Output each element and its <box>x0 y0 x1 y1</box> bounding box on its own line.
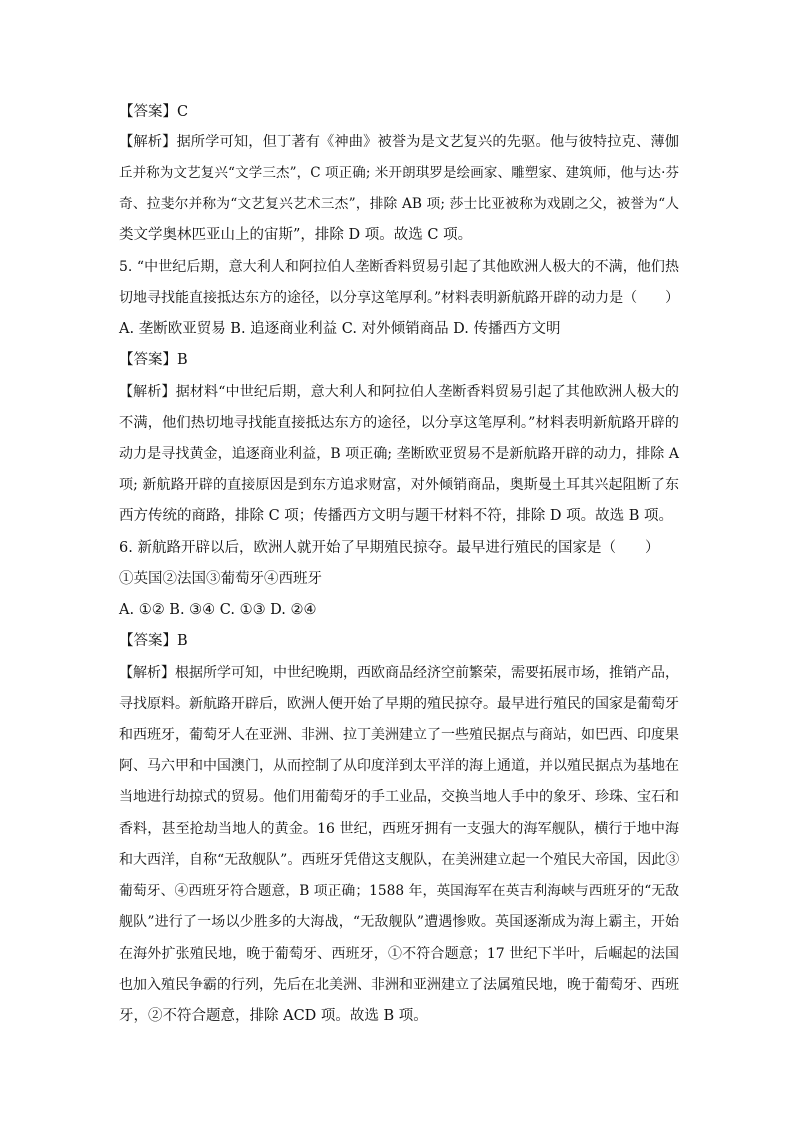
analysis-line: 项; 新航路开辟的直接原因是到东方追求财富，对外倾销商品，奥斯曼土耳其兴起阻断了东 <box>119 477 679 493</box>
analysis-line: 寻找原料。新航路开辟后，欧洲人便开始了早期的殖民掠夺。最早进行殖民的国家是葡萄牙 <box>119 696 679 712</box>
analysis-line: 阿、马六甲和中国澳门，从而控制了从印度洋到太平洋的海上通道，并以殖民据点为基地在 <box>119 758 679 774</box>
analysis-line: 和西班牙，葡萄牙人在亚洲、非洲、拉丁美洲建立了一些殖民据点与商站，如巴西、印度果 <box>119 727 679 743</box>
analysis-line: 不满，他们热切地寻找能直接抵达东方的途径，以分享这笔厚利。”材料表明新航路开辟的 <box>119 415 679 431</box>
question-options: A. ①② B. ③④ C. ①③ D. ②④ <box>119 602 317 618</box>
answer-label: 【答案】B <box>119 633 188 649</box>
analysis-line: 当地进行劫掠式的贸易。他们用葡萄牙的手工业品，交换当地人手中的象牙、珍珠、宝石和 <box>119 789 679 805</box>
analysis-line: 【解析】据材料“中世纪后期，意大利人和阿拉伯人垄断香料贸易引起了其他欧洲人极大的 <box>119 384 679 400</box>
analysis-line: 香料，甚至抢劫当地人的黄金。16 世纪，西班牙拥有一支强大的海军舰队，横行于地中海 <box>119 821 679 837</box>
answer-label: 【答案】B <box>119 352 188 368</box>
question-options: A. 垄断欧亚贸易 B. 追逐商业利益 C. 对外倾销商品 D. 传播西方文明 <box>119 321 561 337</box>
answer-label: 【答案】C <box>119 104 189 120</box>
analysis-line: 动力是寻找黄金，追逐商业利益，B 项正确; 垄断欧亚贸易不是新航路开辟的动力，排除 A <box>119 446 679 462</box>
question-line: ①英国②法国③葡萄牙④西班牙 <box>119 571 322 587</box>
analysis-line: 也加入殖民争霸的行列，先后在北美洲、非洲和亚洲建立了法属殖民地，晚于葡萄牙、西班 <box>119 977 679 993</box>
question-line: 6. 新航路开辟以后，欧洲人就开始了早期殖民掠夺。最早进行殖民的国家是（ ） <box>119 540 660 556</box>
question-line: 切地寻找能直接抵达东方的途径，以分享这笔厚利。”材料表明新航路开辟的动力是（ ） <box>119 290 680 306</box>
analysis-line: 和大西洋，自称“无敌舰队”。西班牙凭借这支舰队，在美洲建立起一个殖民大帝国，因此③ <box>119 852 680 868</box>
analysis-line: 【解析】据所学可知，但丁著有《神曲》被誉为是文艺复兴的先驱。他与彼特拉克、薄伽 <box>119 134 679 150</box>
analysis-line: 在海外扩张殖民地，晚于葡萄牙、西班牙，①不符合题意；17 世纪下半叶，后崛起的法国 <box>119 946 679 962</box>
analysis-line: 【解析】根据所学可知，中世纪晚期，西欧商品经济空前繁荣，需要拓展市场，推销产品， <box>119 665 679 681</box>
analysis-line: 舰队”进行了一场以少胜多的大海战，“无敌舰队”遭遇惨败。英国逐渐成为海上霸主，开始 <box>119 914 679 930</box>
analysis-line: 丘并称为文艺复兴“文学三杰”，C 项正确; 米开朗琪罗是绘画家、雕塑家、建筑师，他与达·芬 <box>119 165 679 181</box>
question-line: 5. “中世纪后期，意大利人和阿拉伯人垄断香料贸易引起了其他欧洲人极大的不满，他们热 <box>119 259 679 275</box>
analysis-line: 牙，②不符合题意，排除 ACD 项。故选 B 项。 <box>119 1008 428 1024</box>
analysis-line: 葡萄牙、④西班牙符合题意，B 项正确；1588 年，英国海军在英吉利海峡与西班牙的“无敌 <box>119 883 679 899</box>
analysis-line: 奇、拉斐尔并称为“文艺复兴艺术三杰”，排除 AB 项; 莎士比亚被称为戏剧之父，被誉为“人 <box>119 196 679 212</box>
analysis-line: 类文学奥林匹亚山上的宙斯”，排除 D 项。故选 C 项。 <box>119 227 473 243</box>
analysis-line: 西方传统的商路，排除 C 项；传播西方文明与题干材料不符，排除 D 项。故选 B 项。 <box>119 508 674 524</box>
